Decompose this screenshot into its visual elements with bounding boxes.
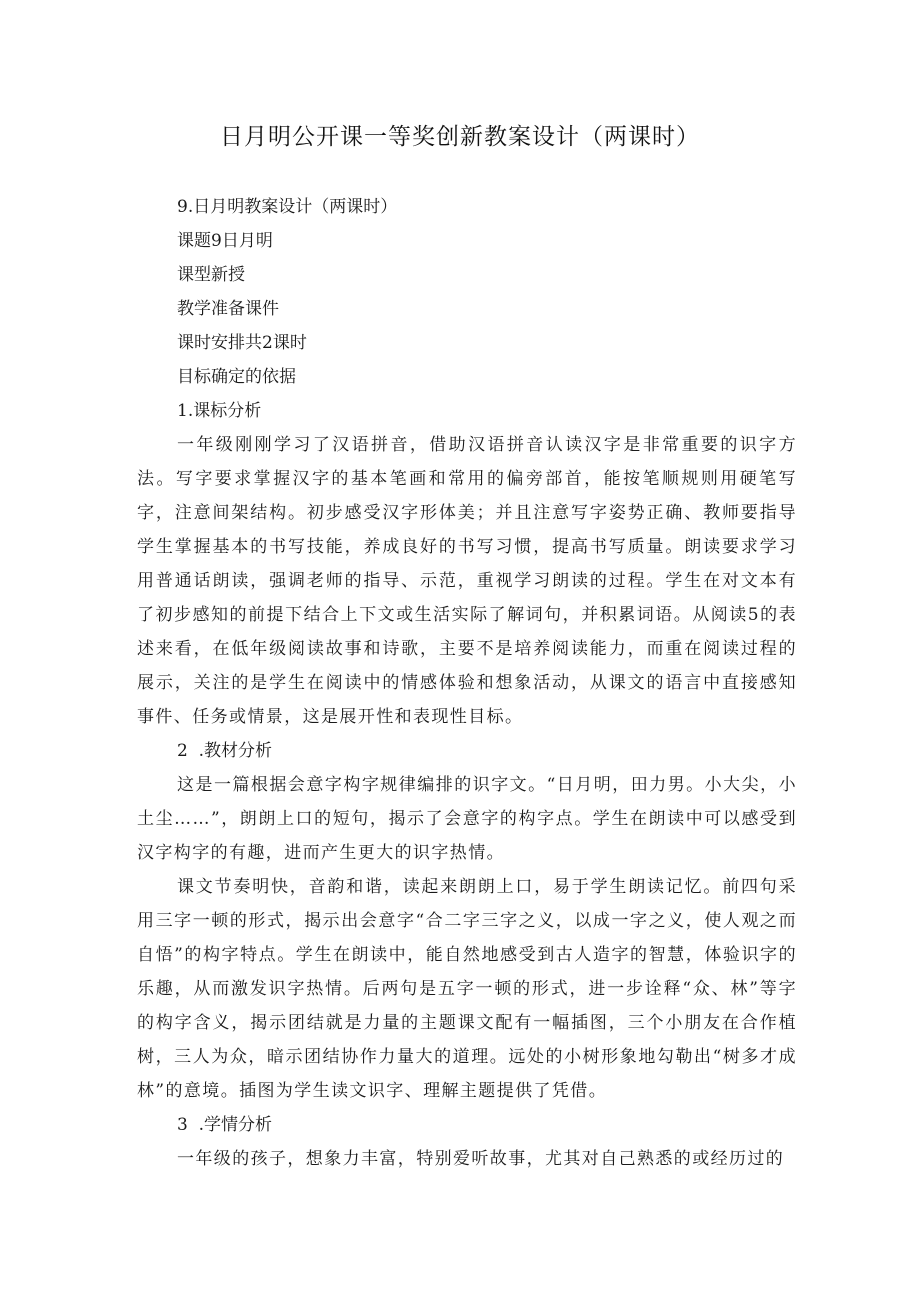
section-heading-curriculum: 1.课标分析: [177, 401, 262, 421]
teaching-prep-line: 教学准备课件: [177, 299, 279, 319]
paragraph-curriculum-analysis: 一年级刚刚学习了汉语拼音，借助汉语拼音认读汉字是非常重要的识字方法。写字要求掌握汉字的基本笔画和常用的偏旁部首，能按笔顺规则用硬笔写字，注意间架结构。初步感受汉字形体美；并且注意写字姿势正确、教师要指导学生掌握基本的书写技能，养成良好的书写习惯，提高书写质量。朗读要求学习用普通话朗读，强调老师的指导、示范，重视学习朗读的过程。学生在对文本有了初步感知的前提下结合上下文或生活实际了解词句，并积累词语。从阅读5的表述来看，在低年级阅读故事和诗歌，主要不是培养阅读能力，而重在阅读过程的展示，关注的是学生在阅读中的情感体验和想象活动，从课文的语言中直接感知事件、任务或情景，这是展开性和表现性目标。: [137, 435, 797, 727]
section-heading-students: 3 .学情分析: [177, 1115, 273, 1135]
class-hours-line: 课时安排共2课时: [177, 333, 307, 353]
document-body: [137, 190, 797, 1176]
lesson-title-line: 9.日月明教案设计（两课时）: [177, 197, 398, 217]
paragraph-student-analysis: 一年级的孩子，想象力丰富，特别爱听故事，尤其对自己熟悉的或经历过的: [177, 1149, 785, 1169]
lesson-topic-line: 课题9日月明: [177, 231, 273, 251]
paragraph-textbook-analysis-1: 这是一篇根据会意字构字规律编排的识字文。“日月明，田力男。小大尖，小土尘……”，朗朗上口的短句，揭示了会意字的构字点。学生在朗读中可以感受到汉字构字的有趣，进而产生更大的识字热情。: [137, 775, 797, 863]
lesson-type-line: 课型新授: [177, 265, 245, 285]
document-title: 日月明公开课一等奖创新教案设计（两课时）: [220, 124, 700, 150]
section-heading-textbook: 2 .教材分析: [177, 741, 273, 761]
objective-basis-line: 目标确定的依据: [177, 367, 296, 387]
paragraph-textbook-analysis-2: 课文节奏明快，音韵和谐，读起来朗朗上口，易于学生朗读记忆。前四句采用三字一顿的形式，揭示出会意字“合二字三字之义，以成一字之义，使人观之而自悟”的构字特点。学生在朗读中，能自然地感受到古人造字的智慧，体验识字的乐趣，从而激发识字热情。后两句是五字一顿的形式，进一步诠释“众、林”等字的构字含义，揭示团结就是力量的主题课文配有一幅插图，三个小朋友在合作植树，三人为众，暗示团结协作力量大的道理。远处的小树形象地勾勒出“树多才成林”的意境。插图为学生读文识字、理解主题提供了凭借。: [137, 877, 797, 1101]
